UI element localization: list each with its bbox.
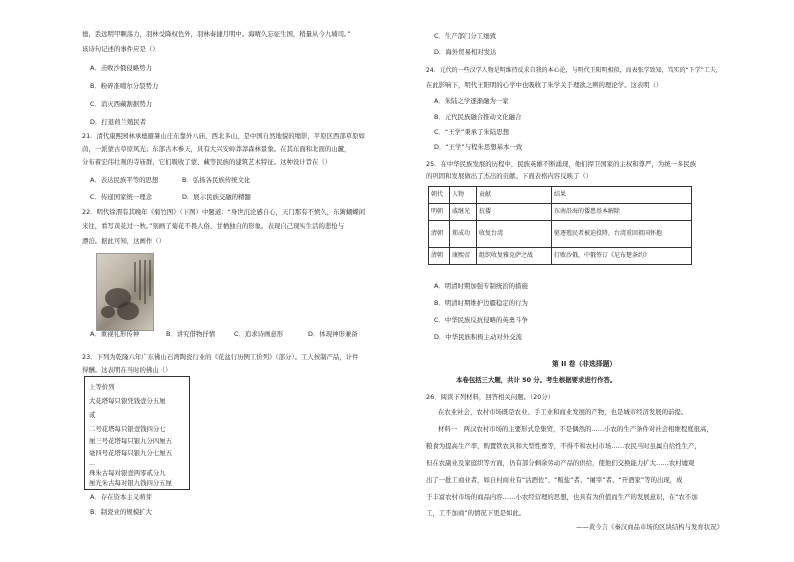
q24-option-a: A．朱陆之学逐渐融为一家 [434,97,509,105]
table-row [429,204,692,221]
q22-option-c: C．追求诗画意形 [234,330,284,338]
q22-option-b: B．讲究借物抒情 [166,330,216,338]
q22-line-3: 漂泊。据此可知，这画作（） [82,237,166,245]
q24-option-d: D．“王学”与程朱思想基本一致 [434,143,523,151]
q25-option-b: B．明清时期维护边疆稳定的行为 [434,299,528,307]
q20-option-d: D．打退荷兰殖民者 [90,118,147,126]
q22-option-d: D．体现神形兼备 [308,330,358,338]
q20-option-b: B．粉碎准噶尔分裂势力 [90,82,159,90]
table-cell: 康熙帝 [450,248,477,265]
q21-line-2: 茵，一派蒙古草原风光；东部古木参天，具有大兴安岭莽莽森林景象。在其东面和北面的山麓， [82,145,351,153]
table-cell: 清朝 [429,221,450,248]
q23-option-a: A．存在资本主义萌芽 [90,493,152,501]
q25-option-a: A．明清时期加强专制统治的措施 [434,282,528,290]
price-list-line: 贰 [89,411,96,419]
price-list-line: 上等价列 [89,383,115,391]
q26-line-1: 在农业社会，农村市场既是农业、手工业和商业发展的产物，也是城市经济发展的前提。 [438,408,688,416]
table-header: 结果 [552,187,692,204]
q24-option-b: B．元代民族融合推动文化融合 [434,113,522,121]
q21-line-1: 21．清代康熙园林承德避暑山庄东靠外八庙，西北多山，是中国自然地貌的缩影，平原区西部草原如 [82,132,365,140]
q21-option-a: A．表达民族平等的思想 [90,176,159,184]
price-list-line: 毫四号花塔每只银九分七厘五 [89,449,173,457]
q20-option-c: C．消灭西藏割据势力 [90,100,152,108]
q25-line-1: 25．在中华民族发展的历程中，民族英雄不断涌现，他们捍卫国家的主权和尊严，为统一多民族 [426,160,697,168]
q26-line-6: 于丰富农村市场的商品内容……小农经营理的思想，也具有为价值而生产的发展意识，在“农不加 [426,493,698,501]
q23-option-b: B．制瓷业的规模扩大 [90,508,152,516]
price-list-line: 大花塔每只银凭钱壹分五厘 [89,397,166,405]
q21-option-b: B．弘扬各民族传统文化 [182,176,251,184]
q23-option-d: D．海外贸易相对发达 [434,48,497,56]
q26-line-4: 但在农副业及家庭织等方面，仍有部分剩余劳动产品的供给，使他们交换能力扩大……农村墟观 [426,459,695,467]
intro-line-2: 该诗句记述的事件应是（） [82,45,159,53]
q23-line-1: 23．下列为乾隆六年广东佛山石湾陶瓷行业的《花盆行历例工价列》（部分）。工人按制产品，计件 [82,353,359,361]
table-cell: 组织收复雅克萨之战 [477,248,552,265]
table-row [429,221,692,248]
price-list-line: 厘三号花塔每只银九分四厘五 [89,437,173,445]
q26-line-2: 材料一 两汉农村市场的主要形式是集贸，不是偶然的……小农的生产条件对社会相维程度很高， [438,425,713,433]
q26-line-7: 工，工不加商”的情况下更是如此。 [426,509,526,517]
table-header-row [429,187,692,204]
q26-title: 26．阅读下列材料，回答相关问题。（20分） [426,393,555,401]
table-cell: 明朝 [429,204,450,221]
price-list-line: 二号花塔每只银壹钱四分七 [89,425,166,433]
q24-line-1: 24．元代的一些汉学人物是明维持反求自我的本心论，与明代王阳明相似，而表张学致知，笃实的“下学”工夫， [426,67,722,74]
table-cell: 抗倭 [477,204,552,221]
price-list-line: 珠朱古每对银壹两零贰分九 [89,469,166,477]
q21-option-d: D．展示民族交融的精髓 [182,193,251,201]
q21-option-c: C．传递国家统一理念 [90,193,152,201]
q25-option-c: C．中华民族反抗侵略的英勇斗争 [434,316,528,324]
chrysanthemum-bamboo-painting [96,253,154,331]
table-cell: 收复台湾 [477,221,552,248]
table-row [429,248,692,265]
q24-option-c: C．“王学”秉承了朱陆思想 [434,128,509,136]
q20-option-a: A．击败沙俄侵略势力 [90,64,152,72]
q26-source: ——黄今言《秦汉商品市场的区块结构与发育状况》 [576,523,723,531]
q22-line-2: 来往，看写黄花过一秋。”刻画了菊花不畏人俗、甘栖独自的形象。表现自己现实生活的悲怆与 [82,222,345,230]
table-cell: 打败沙俄，中俄签订《尼布楚条约》 [552,248,692,265]
section-title: 第 II 卷（非选择题） [552,360,617,368]
q26-line-3: 粮食为提高生产率，购置铁农具和大型性畜等，不得不和农村市场……农民当时虽属自给性生产， [426,442,701,450]
q25-line-2: 的巩固和发展做出了杰出的贡献。下面表格内容反映了（） [426,172,593,180]
table-header: 人物 [450,187,477,204]
q26-line-5: 出了一批工商业者，如自村商业有“沽酒佐”、“贩盐”者、“屠宰”者、“开酒家”等的出现，成 [426,476,683,484]
q25-option-d: D．中华民族积极主动对外交流 [434,333,522,341]
section-note: 本卷包括三大题，共计 50 分。考生根据要求进行作答。 [456,376,617,384]
q24-line-2: 在此影响下，明代王阳明的心学中也吸收了朱学关于理欲之辨的理论学。这表明（） [426,81,663,89]
table-cell: 清朝 [429,248,450,265]
q23-price-list-box [84,376,190,490]
table-header: 贡献 [477,187,552,204]
q23-line-2: 得酬。这表明在当时的佛山（） [82,366,172,374]
table-cell: 东南沿海的倭患基本解除 [552,204,692,221]
table-header: 朝代 [429,187,450,204]
table-cell: 戚继光 [450,204,477,221]
intro-line-1: 德，丢远明甲颗荡力，羽林受降权色外，羽林奏捷月明中。海晴久忘征生国，稍量从今九墙司。” [82,30,351,38]
table-cell: 驱逐殖民者被迫投降，台湾重回祖国怀抱 [552,221,692,248]
table-cell: 郑成功 [450,221,477,248]
q22-line-1: 22．明代徐渭有其晚年《菊竹图》（下图）中题道：“身世沉沦感自心，天门那有不愤久，东篱蝴蝶闲 [82,208,366,216]
q21-line-3: 分布着宏伟壮观的寺庙群，它们吸收了蒙、藏等民族的建筑艺术特征。这种设计旨在（） [82,158,332,166]
q25-table [428,186,692,265]
q23-option-c: C．生产部门分工细致 [434,32,496,40]
price-list-line: ... [89,459,96,467]
q22-option-a: A．重视礼形传神 [90,330,140,338]
price-list-line: 厘光朱古每对银九钱四分五厘 [89,479,173,487]
